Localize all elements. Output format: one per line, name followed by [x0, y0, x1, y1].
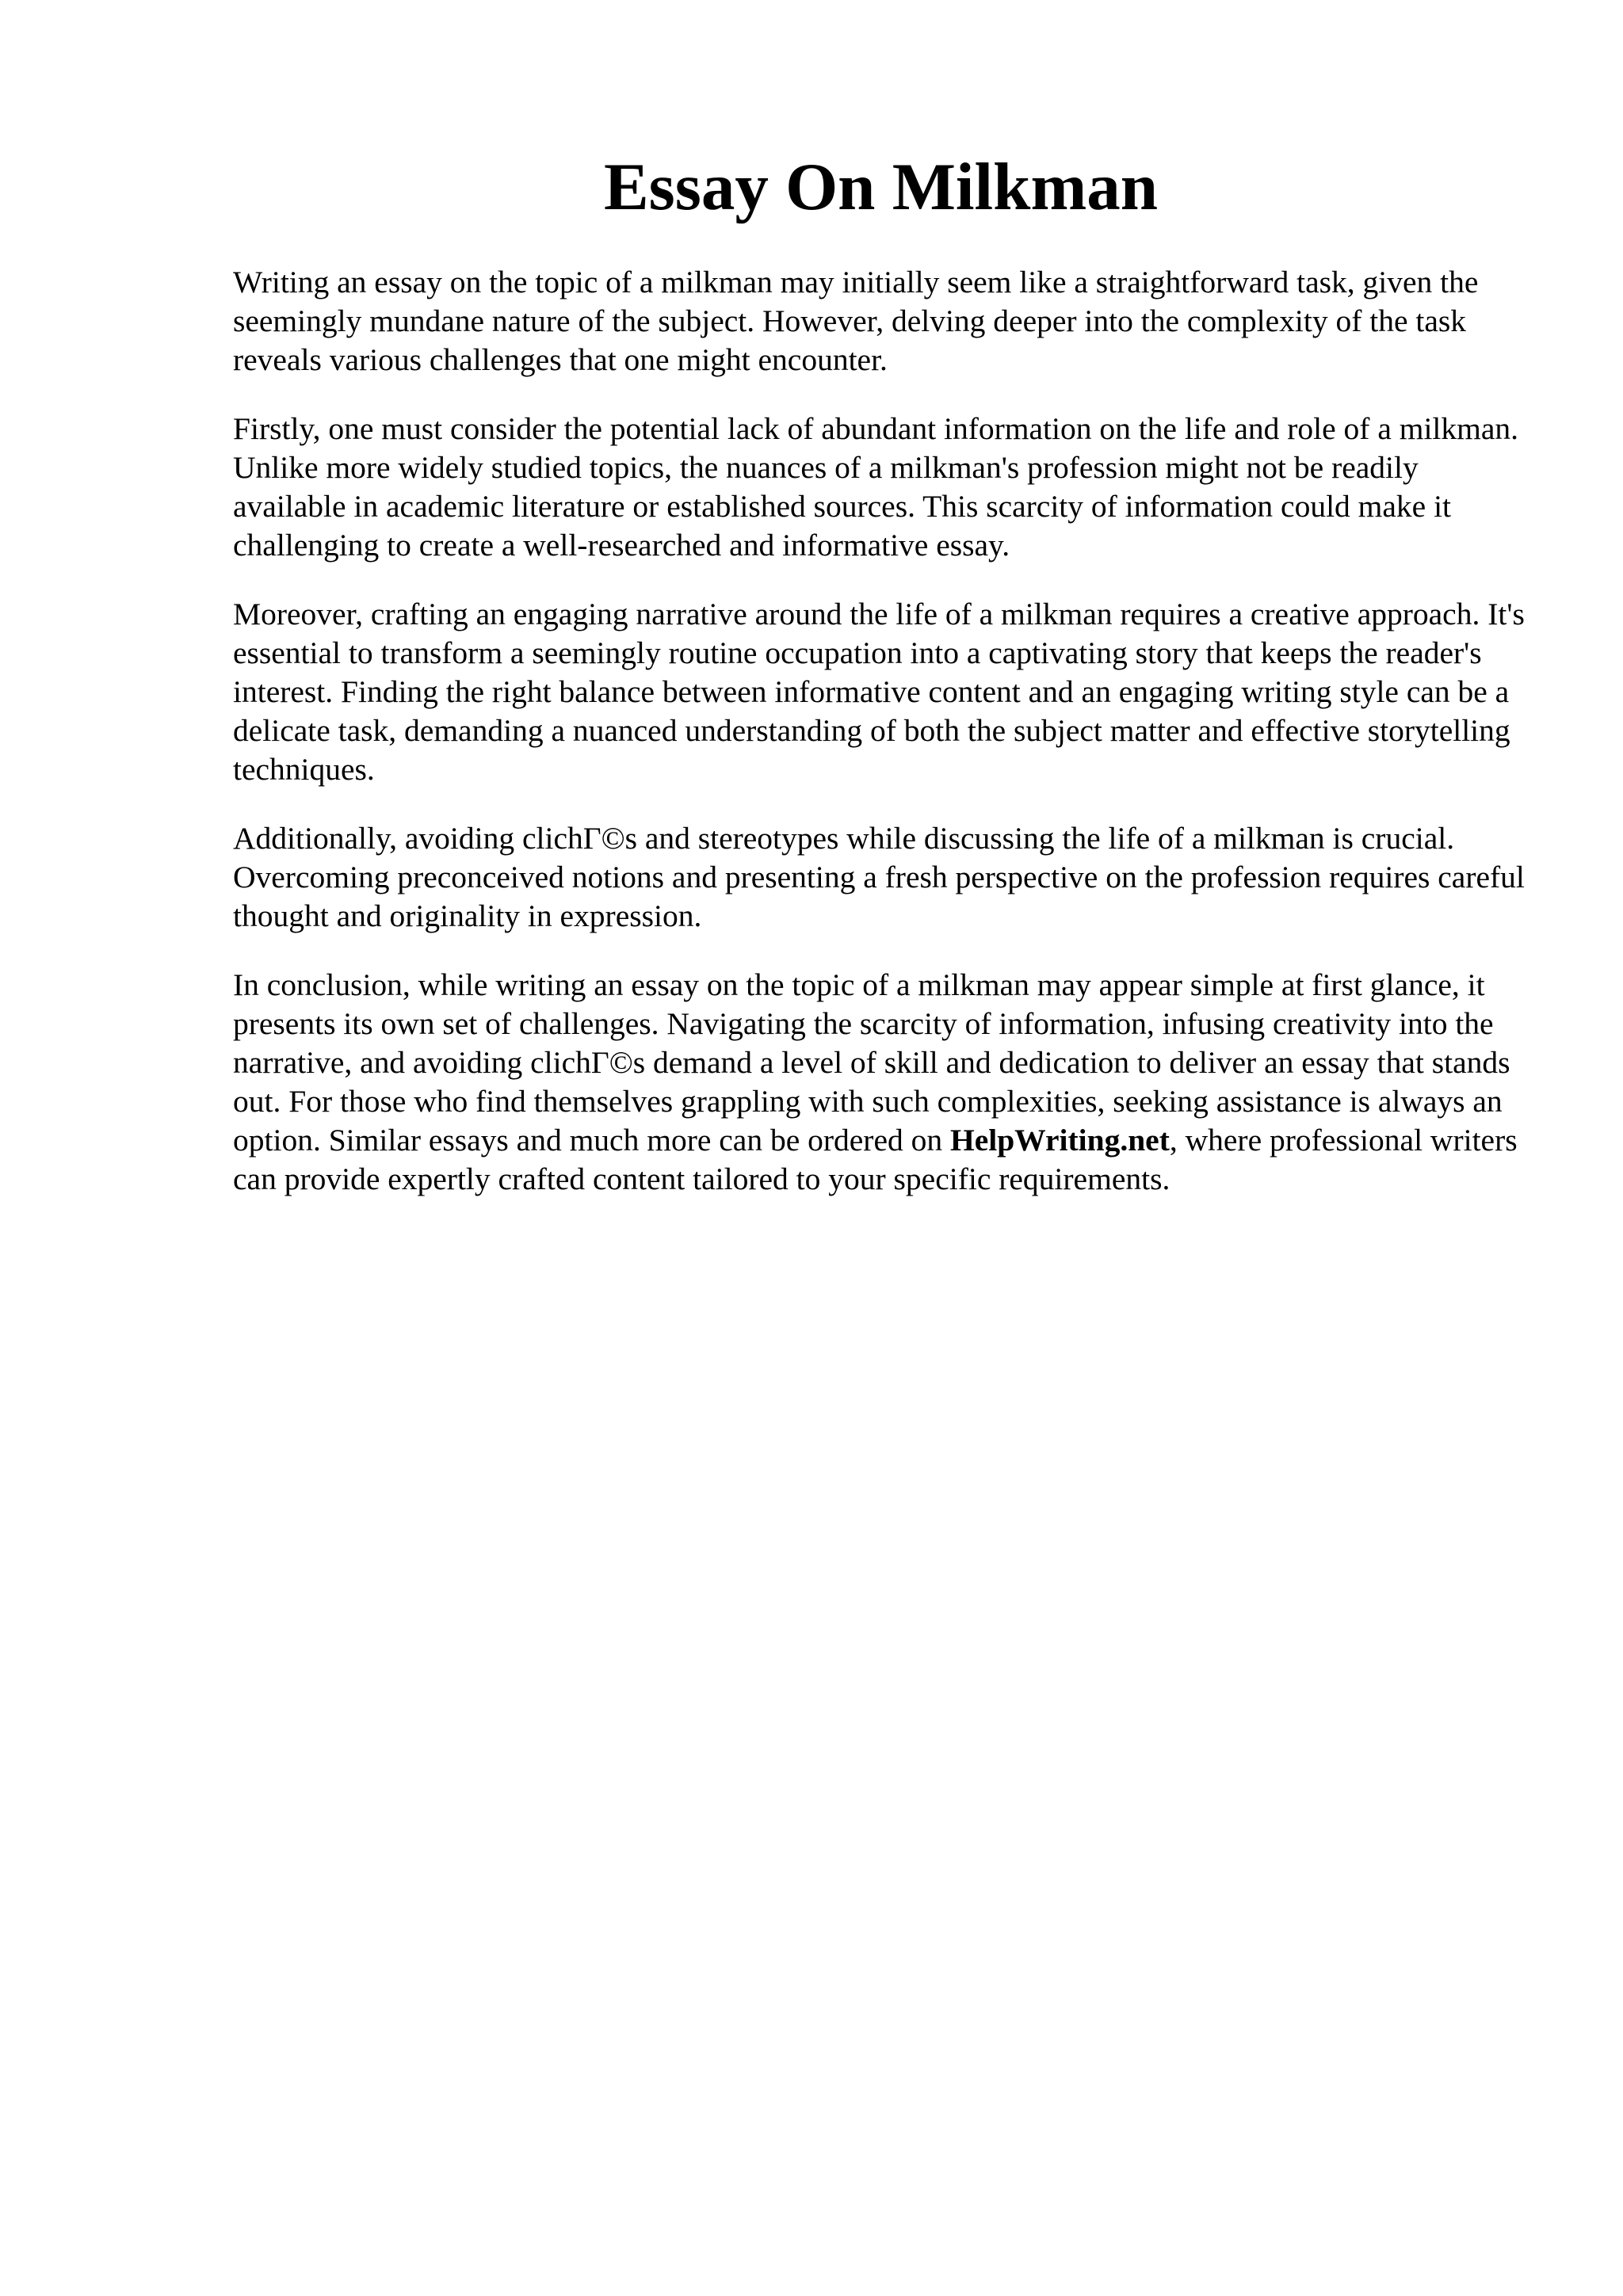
- conclusion-text-after: , where professional writers can provide expertly crafted content tailored to your specific requirements.: [233, 1122, 1518, 1196]
- conclusion-text-before: In conclusion, while writing an essay on the topic of a milkman may appear simple at first glance, it presents its own set of challenges. Navigating the scarcity of information, infusing creativity into the narrative, and avoiding clichГ©s demand a level of skill and dedication to deliver an essay that stands out. For those who find themselves grappling with such complexities, seeking assistance is always an option. Similar essays and much more can be ordered on: [233, 967, 1510, 1158]
- paragraph-intro: Writing an essay on the topic of a milkman may initially seem like a straightforward task, given the seemingly mundane nature of the subject. However, delving deeper into the complexity of the task reveals various challenges that one might encounter.: [233, 264, 1479, 377]
- paragraph-cliches: Additionally, avoiding clichГ©s and stereotypes while discussing the life of a milkman is crucial. Overcoming preconceived notions and presenting a fresh perspective on the profession requires careful thought and originality in expression.: [233, 820, 1525, 933]
- paragraph-conclusion: [233, 966, 1529, 1199]
- document-body: [233, 151, 1529, 1229]
- page-title: Essay On Milkman: [603, 150, 1159, 224]
- paragraph-narrative: Moreover, crafting an engaging narrative around the life of a milkman requires a creative approach. It's essential to transform a seemingly routine occupation into a captivating story that keeps the reader's interest. Finding the right balance between informative content and an engaging writing style can be a delicate task, demanding a nuanced understanding of both the subject matter and effective storytelling techniques.: [233, 596, 1525, 787]
- paragraph-information: Firstly, one must consider the potential lack of abundant information on the life and role of a milkman. Unlike more widely studied topics, the nuances of a milkman's profession might not be readily available in academic literature or established sources. This scarcity of information could make it challenging to create a well-researched and informative essay.: [233, 410, 1519, 563]
- helpwriting-brand-text: HelpWriting.net: [949, 1122, 1170, 1158]
